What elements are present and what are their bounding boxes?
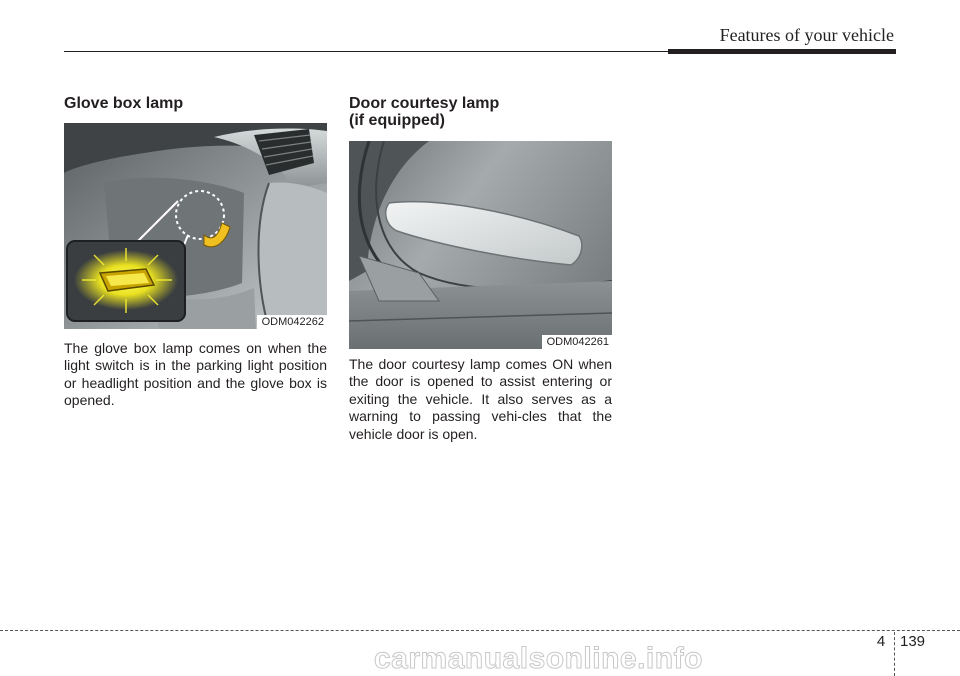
figure-code-odm042262: ODM042262: [257, 315, 327, 329]
chapter-number: 4: [876, 633, 886, 650]
watermark-logo: [370, 641, 900, 676]
watermark-text: carmanualsonline.info: [374, 642, 703, 675]
glove-box-lamp-heading: Glove box lamp: [64, 95, 184, 112]
footer-rule: [0, 630, 960, 631]
door-courtesy-lamp-heading: [349, 95, 499, 129]
door-courtesy-heading-line2: (if equipped): [349, 112, 445, 129]
header-rule: [64, 51, 668, 52]
glove-box-lamp-description: The glove box lamp comes on when the light switch is in the parking light position or headlight position and the glove box is opened.: [64, 340, 327, 409]
glove-box-lamp-figure: [64, 123, 327, 329]
door-courtesy-lamp-description: The door courtesy lamp comes ON when the door is opened to assist entering or exiting the vehicle. It also serves as a warning to passing vehi-cles that the vehicle door is open.: [349, 356, 612, 442]
page-number: 139: [900, 633, 926, 650]
page-header-title: Features of your vehicle: [719, 25, 894, 45]
door-courtesy-heading-line1: Door courtesy lamp: [349, 95, 500, 112]
figure-code-odm042261: ODM042261: [542, 335, 612, 349]
door-courtesy-lamp-figure: [349, 141, 612, 349]
header-rule-accent: [668, 49, 896, 54]
glove-box-illustration: [64, 123, 327, 329]
door-courtesy-illustration: [349, 141, 612, 349]
